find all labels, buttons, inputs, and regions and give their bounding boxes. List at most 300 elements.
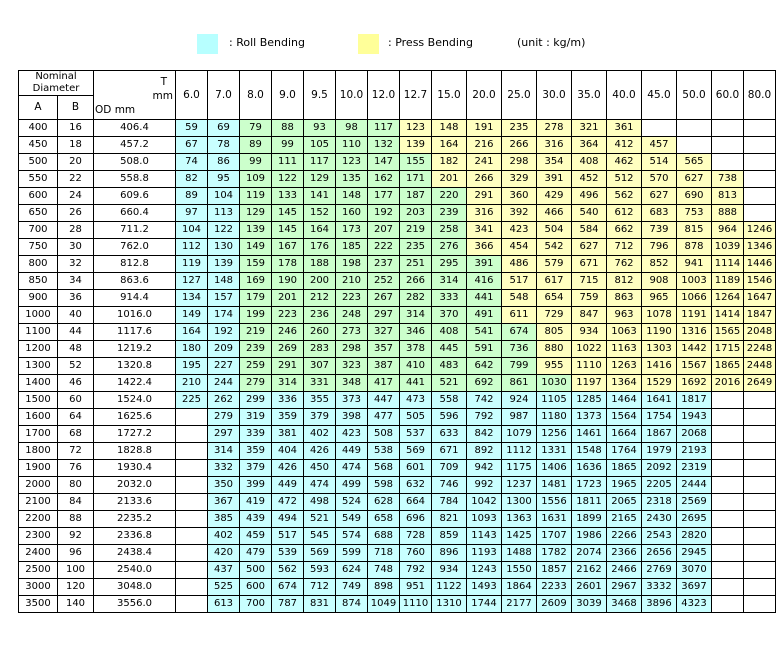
weight-cell: 1979 — [642, 443, 677, 460]
weight-cell — [744, 137, 776, 154]
weight-cell — [744, 392, 776, 409]
weight-cell: 562 — [272, 562, 304, 579]
press-bending-swatch — [358, 34, 379, 54]
weight-cell: 385 — [208, 511, 240, 528]
weight-cell: 642 — [467, 358, 502, 375]
weight-cell: 934 — [432, 562, 467, 579]
weight-cell: 2444 — [677, 477, 712, 494]
weight-cell — [744, 545, 776, 562]
weight-cell: 992 — [467, 477, 502, 494]
weight-cell: 258 — [432, 222, 467, 239]
nominal-b-cell: 84 — [58, 494, 94, 511]
nominal-b-cell: 140 — [58, 596, 94, 613]
weight-cell: 3896 — [642, 596, 677, 613]
weight-cell: 584 — [572, 222, 607, 239]
weight-cell: 627 — [572, 239, 607, 256]
thickness-header: 40.0 — [607, 71, 642, 120]
weight-cell — [712, 392, 744, 409]
weight-cell: 892 — [467, 443, 502, 460]
weight-cell: 69 — [208, 120, 240, 137]
weight-cell: 410 — [400, 358, 432, 375]
weight-cell: 2820 — [677, 528, 712, 545]
weight-cell: 1641 — [642, 392, 677, 409]
weight-cell: 2601 — [572, 579, 607, 596]
weight-cell: 4323 — [677, 596, 712, 613]
weight-cell: 690 — [677, 188, 712, 205]
weight-cell: 127 — [176, 273, 208, 290]
weight-cell: 348 — [336, 375, 368, 392]
weight-cell: 1180 — [537, 409, 572, 426]
weight-cell: 1817 — [677, 392, 712, 409]
weight-cell: 1754 — [642, 409, 677, 426]
weight-cell: 538 — [368, 443, 400, 460]
weight-cell — [712, 460, 744, 477]
weight-cell: 235 — [400, 239, 432, 256]
roll-bending-swatch — [197, 34, 218, 54]
weight-cell: 521 — [304, 511, 336, 528]
weight-cell: 149 — [176, 307, 208, 324]
weight-cell: 89 — [176, 188, 208, 205]
weight-cell: 2656 — [642, 545, 677, 562]
weight-cell: 987 — [502, 409, 537, 426]
weight-cell: 359 — [240, 443, 272, 460]
nominal-b-cell: 88 — [58, 511, 94, 528]
weight-cell: 152 — [304, 205, 336, 222]
weight-cell — [712, 545, 744, 562]
weight-cell: 129 — [304, 171, 336, 188]
nominal-a-cell: 400 — [19, 120, 58, 137]
weight-cell: 748 — [368, 562, 400, 579]
weight-cell: 524 — [336, 494, 368, 511]
weight-cell: 500 — [240, 562, 272, 579]
nominal-a-cell: 2400 — [19, 545, 58, 562]
weight-cell: 1715 — [712, 341, 744, 358]
weight-cell — [712, 154, 744, 171]
weight-cell: 1078 — [642, 307, 677, 324]
weight-cell: 336 — [272, 392, 304, 409]
weight-cell: 462 — [607, 154, 642, 171]
nominal-a-cell: 450 — [19, 137, 58, 154]
weight-cell: 517 — [272, 528, 304, 545]
thickness-header: 8.0 — [240, 71, 272, 120]
weight-cell: 1442 — [677, 341, 712, 358]
weight-cell: 574 — [336, 528, 368, 545]
nominal-b-cell: 60 — [58, 392, 94, 409]
table-row — [19, 154, 776, 171]
weight-cell: 792 — [467, 409, 502, 426]
weight-cell: 298 — [502, 154, 537, 171]
table-row — [19, 358, 776, 375]
table-row — [19, 528, 776, 545]
weight-cell — [712, 409, 744, 426]
weight-cell: 474 — [336, 460, 368, 477]
weight-cell: 683 — [642, 205, 677, 222]
weight-cell: 539 — [272, 545, 304, 562]
weight-cell — [176, 596, 208, 613]
press-bending-label: : Press Bending — [388, 36, 473, 49]
weight-cell: 149 — [240, 239, 272, 256]
weight-cell: 1030 — [537, 375, 572, 392]
weight-cell: 658 — [368, 511, 400, 528]
weight-cell: 2609 — [537, 596, 572, 613]
table-row — [19, 494, 776, 511]
weight-cell: 398 — [336, 409, 368, 426]
nominal-a-cell: 3500 — [19, 596, 58, 613]
weight-cell: 1647 — [744, 290, 776, 307]
weight-cell: 391 — [537, 171, 572, 188]
weight-cell: 192 — [368, 205, 400, 222]
weight-cell: 951 — [400, 579, 432, 596]
weight-cell: 412 — [607, 137, 642, 154]
weight-cell: 210 — [336, 273, 368, 290]
nominal-a-cell: 1000 — [19, 307, 58, 324]
weight-cell: 327 — [368, 324, 400, 341]
weight-cell: 141 — [304, 188, 336, 205]
weight-cell: 179 — [240, 290, 272, 307]
od-cell: 609.6 — [94, 188, 176, 205]
weight-cell: 2318 — [642, 494, 677, 511]
weight-cell: 955 — [537, 358, 572, 375]
weight-cell: 760 — [400, 545, 432, 562]
weight-cell: 1414 — [712, 307, 744, 324]
weight-cell: 496 — [572, 188, 607, 205]
weight-cell — [176, 477, 208, 494]
weight-cell: 307 — [304, 358, 336, 375]
weight-cell: 762 — [607, 256, 642, 273]
weight-cell: 805 — [537, 324, 572, 341]
thickness-header: 9.5 — [304, 71, 336, 120]
weight-cell: 99 — [240, 154, 272, 171]
weight-cell: 1105 — [537, 392, 572, 409]
weight-cell: 237 — [368, 256, 400, 273]
nominal-b-cell: 76 — [58, 460, 94, 477]
weight-cell — [176, 511, 208, 528]
weight-cell: 674 — [502, 324, 537, 341]
weight-cell: 671 — [572, 256, 607, 273]
weight-cell: 333 — [432, 290, 467, 307]
weight-cell: 279 — [208, 409, 240, 426]
weight-cell: 359 — [272, 409, 304, 426]
weight-cell: 199 — [240, 307, 272, 324]
weight-cell: 78 — [208, 137, 240, 154]
weight-cell: 1263 — [607, 358, 642, 375]
od-cell: 812.8 — [94, 256, 176, 273]
thickness-header: 20.0 — [467, 71, 502, 120]
od-cell: 558.8 — [94, 171, 176, 188]
weight-cell: 759 — [572, 290, 607, 307]
weight-cell: 164 — [176, 324, 208, 341]
weight-cell: 314 — [400, 307, 432, 324]
weight-cell — [744, 562, 776, 579]
thickness-header: 35.0 — [572, 71, 607, 120]
weight-cell: 1865 — [712, 358, 744, 375]
weight-cell: 260 — [304, 324, 336, 341]
weight-cell: 259 — [240, 358, 272, 375]
weight-cell — [712, 120, 744, 137]
weight-cell: 600 — [240, 579, 272, 596]
thickness-header: 25.0 — [502, 71, 537, 120]
weight-cell: 1461 — [572, 426, 607, 443]
weight-cell: 963 — [607, 307, 642, 324]
weight-cell: 1042 — [467, 494, 502, 511]
nominal-a-cell: 850 — [19, 273, 58, 290]
weight-cell: 1847 — [744, 307, 776, 324]
weight-cell: 145 — [272, 205, 304, 222]
weight-cell — [176, 545, 208, 562]
od-cell: 2032.0 — [94, 477, 176, 494]
weight-cell — [744, 154, 776, 171]
weight-cell: 1636 — [572, 460, 607, 477]
weight-cell — [712, 477, 744, 494]
weight-cell: 540 — [572, 205, 607, 222]
nominal-a-cell: 2300 — [19, 528, 58, 545]
weight-cell: 235 — [502, 120, 537, 137]
weight-cell: 1567 — [677, 358, 712, 375]
weight-cell: 426 — [272, 460, 304, 477]
weight-cell: 753 — [677, 205, 712, 222]
weight-cell: 784 — [432, 494, 467, 511]
weight-cell: 593 — [304, 562, 336, 579]
nominal-a-cell: 1800 — [19, 443, 58, 460]
weight-cell: 93 — [304, 120, 336, 137]
nominal-a-cell: 1700 — [19, 426, 58, 443]
weight-cell: 1764 — [607, 443, 642, 460]
weight-cell: 176 — [304, 239, 336, 256]
weight-cell — [677, 120, 712, 137]
weight-cell: 671 — [432, 443, 467, 460]
weight-cell: 209 — [208, 341, 240, 358]
weight-cell: 712 — [607, 239, 642, 256]
nominal-b-cell: 26 — [58, 205, 94, 222]
weight-cell: 627 — [677, 171, 712, 188]
weight-cell: 86 — [208, 154, 240, 171]
weight-cell: 1865 — [607, 460, 642, 477]
weight-cell: 148 — [208, 273, 240, 290]
weight-cell: 266 — [400, 273, 432, 290]
nominal-b-cell: 64 — [58, 409, 94, 426]
weight-cell: 1175 — [502, 460, 537, 477]
nominal-a-cell: 500 — [19, 154, 58, 171]
weight-cell: 177 — [368, 188, 400, 205]
weight-cell — [744, 443, 776, 460]
weight-cell: 812 — [607, 273, 642, 290]
weight-cell: 612 — [607, 205, 642, 222]
nominal-a-cell: 2200 — [19, 511, 58, 528]
weight-cell — [744, 409, 776, 426]
weight-cell: 1303 — [642, 341, 677, 358]
weight-cell: 251 — [400, 256, 432, 273]
weight-cell: 379 — [304, 409, 336, 426]
weight-cell: 239 — [432, 205, 467, 222]
nominal-b-cell: 100 — [58, 562, 94, 579]
od-cell: 2540.0 — [94, 562, 176, 579]
weight-cell: 279 — [240, 375, 272, 392]
od-cell: 1320.8 — [94, 358, 176, 375]
weight-cell: 239 — [240, 341, 272, 358]
weight-cell — [744, 205, 776, 222]
table-row — [19, 256, 776, 273]
weight-cell: 3697 — [677, 579, 712, 596]
weight-cell: 1193 — [467, 545, 502, 562]
weight-cell — [712, 511, 744, 528]
od-thickness-header — [94, 71, 176, 120]
weight-cell: 192 — [208, 324, 240, 341]
weight-cell: 565 — [677, 154, 712, 171]
weight-cell: 319 — [240, 409, 272, 426]
nominal-a-cell: 2100 — [19, 494, 58, 511]
weight-cell — [744, 596, 776, 613]
weight-cell: 739 — [642, 222, 677, 239]
weight-cell: 223 — [272, 307, 304, 324]
nominal-b-cell: 24 — [58, 188, 94, 205]
weight-cell: 700 — [240, 596, 272, 613]
weight-cell: 373 — [336, 392, 368, 409]
weight-cell: 924 — [502, 392, 537, 409]
od-cell: 1930.4 — [94, 460, 176, 477]
weight-cell — [642, 120, 677, 137]
weight-cell: 423 — [502, 222, 537, 239]
weight-cell: 201 — [272, 290, 304, 307]
weight-cell: 738 — [712, 171, 744, 188]
table-row — [19, 392, 776, 409]
weight-cell: 117 — [368, 120, 400, 137]
weight-cell: 331 — [304, 375, 336, 392]
weight-cell: 339 — [240, 426, 272, 443]
nominal-b-cell: 16 — [58, 120, 94, 137]
weight-cell: 244 — [208, 375, 240, 392]
weight-cell: 441 — [400, 375, 432, 392]
weight-cell: 729 — [537, 307, 572, 324]
weight-cell: 269 — [272, 341, 304, 358]
weight-cell: 314 — [208, 443, 240, 460]
weight-cell: 392 — [502, 205, 537, 222]
weight-cell: 799 — [502, 358, 537, 375]
weight-cell: 1363 — [502, 511, 537, 528]
nominal-a-cell: 1200 — [19, 341, 58, 358]
weight-cell: 627 — [642, 188, 677, 205]
weight-cell: 617 — [537, 273, 572, 290]
weight-cell: 416 — [467, 273, 502, 290]
header-row — [19, 71, 776, 96]
weight-cell — [677, 137, 712, 154]
weight-cell: 1300 — [502, 494, 537, 511]
weight-cell: 297 — [208, 426, 240, 443]
weight-cell: 357 — [368, 341, 400, 358]
od-cell: 1625.6 — [94, 409, 176, 426]
weight-cell: 219 — [400, 222, 432, 239]
weight-cell: 185 — [336, 239, 368, 256]
weight-cell: 1114 — [712, 256, 744, 273]
weight-cell: 1003 — [677, 273, 712, 290]
weight-cell: 579 — [537, 256, 572, 273]
weight-cell: 1285 — [572, 392, 607, 409]
weight-cell: 491 — [467, 307, 502, 324]
table-row — [19, 562, 776, 579]
weight-cell: 164 — [432, 137, 467, 154]
weight-cell: 139 — [400, 137, 432, 154]
weight-cell: 188 — [304, 256, 336, 273]
weight-cell: 674 — [272, 579, 304, 596]
weight-cell: 402 — [304, 426, 336, 443]
weight-cell: 1464 — [607, 392, 642, 409]
nominal-a-cell: 650 — [19, 205, 58, 222]
weight-cell: 241 — [467, 154, 502, 171]
weight-cell: 364 — [572, 137, 607, 154]
t-label: T — [160, 76, 167, 88]
weight-cell — [712, 579, 744, 596]
weight-cell: 498 — [304, 494, 336, 511]
weight-cell: 164 — [304, 222, 336, 239]
weight-cell: 1346 — [744, 239, 776, 256]
weight-cell: 880 — [537, 341, 572, 358]
weight-cell: 173 — [336, 222, 368, 239]
weight-cell — [176, 562, 208, 579]
weight-cell: 148 — [432, 120, 467, 137]
weight-cell: 558 — [432, 392, 467, 409]
weight-cell: 1079 — [502, 426, 537, 443]
col-b-header: B — [58, 96, 94, 120]
weight-cell: 633 — [432, 426, 467, 443]
thickness-header: 60.0 — [712, 71, 744, 120]
table-row — [19, 443, 776, 460]
weight-cell: 145 — [272, 222, 304, 239]
weight-cell: 123 — [400, 120, 432, 137]
weight-cell: 1406 — [537, 460, 572, 477]
weight-cell: 1191 — [677, 307, 712, 324]
weight-cell: 332 — [208, 460, 240, 477]
weight-cell: 1143 — [467, 528, 502, 545]
nominal-b-cell: 20 — [58, 154, 94, 171]
weight-cell: 2048 — [744, 324, 776, 341]
weight-cell: 132 — [368, 137, 400, 154]
thickness-header: 15.0 — [432, 71, 467, 120]
weight-cell: 2162 — [572, 562, 607, 579]
weight-cell: 908 — [642, 273, 677, 290]
weight-cell: 276 — [432, 239, 467, 256]
nominal-a-cell: 1400 — [19, 375, 58, 392]
weight-cell: 171 — [400, 171, 432, 188]
weight-cell: 219 — [240, 324, 272, 341]
weight-cell: 1707 — [537, 528, 572, 545]
weight-cell: 361 — [607, 120, 642, 137]
od-cell: 2438.4 — [94, 545, 176, 562]
weight-cell: 222 — [368, 239, 400, 256]
weight-cell: 437 — [208, 562, 240, 579]
nominal-a-cell: 2000 — [19, 477, 58, 494]
weight-cell: 426 — [304, 443, 336, 460]
od-cell: 1016.0 — [94, 307, 176, 324]
weight-cell: 169 — [240, 273, 272, 290]
thickness-header: 12.0 — [368, 71, 400, 120]
weight-cell: 504 — [537, 222, 572, 239]
nominal-a-cell: 1500 — [19, 392, 58, 409]
weight-cell: 821 — [432, 511, 467, 528]
weight-cell — [744, 477, 776, 494]
weight-cell: 1039 — [712, 239, 744, 256]
weight-cell: 182 — [432, 154, 467, 171]
weight-cell: 278 — [537, 120, 572, 137]
weight-cell: 787 — [272, 596, 304, 613]
od-cell: 711.2 — [94, 222, 176, 239]
table-row — [19, 307, 776, 324]
nominal-a-cell: 1300 — [19, 358, 58, 375]
weight-cell: 408 — [432, 324, 467, 341]
table-row — [19, 273, 776, 290]
weight-cell: 370 — [432, 307, 467, 324]
weight-cell: 2205 — [642, 477, 677, 494]
weight-cell: 796 — [642, 239, 677, 256]
nominal-a-cell: 3000 — [19, 579, 58, 596]
